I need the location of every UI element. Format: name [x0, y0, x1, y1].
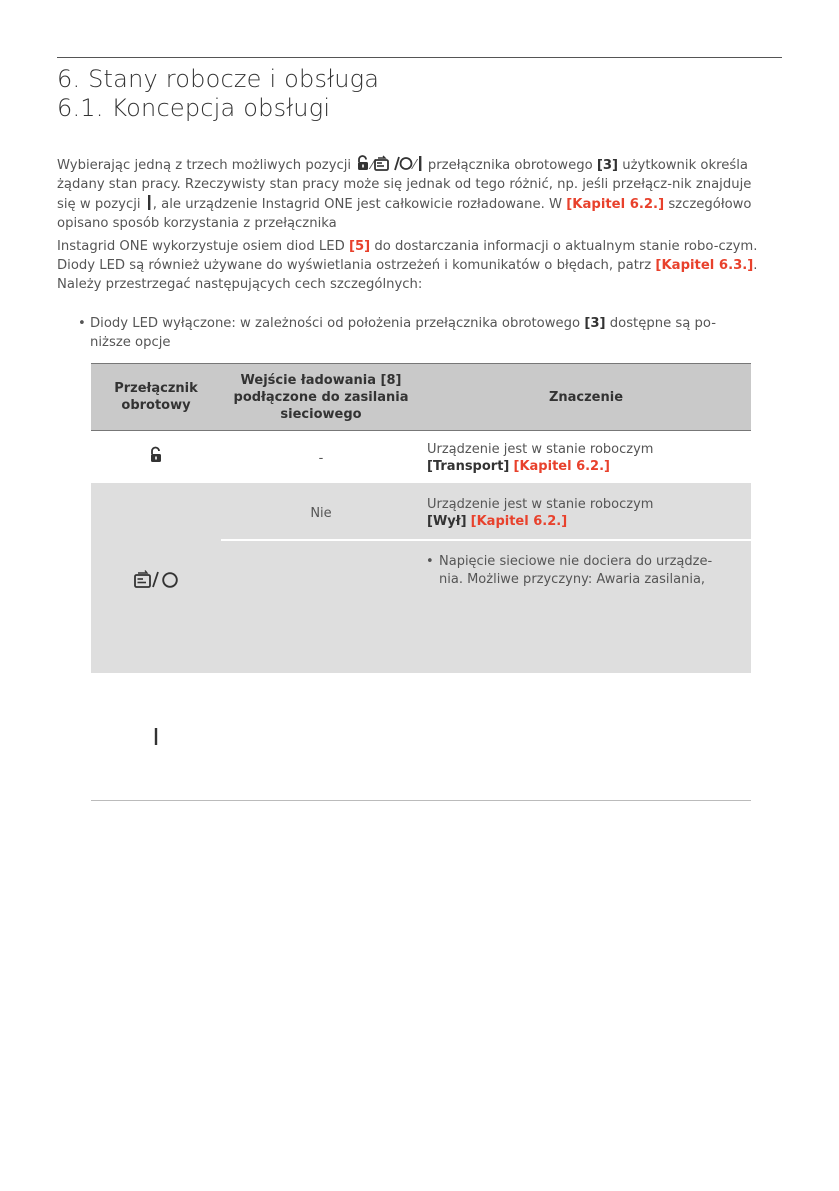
- row1-input: -: [318, 451, 324, 466]
- paragraph-1: [57, 155, 769, 233]
- bullet-text-1: Diody LED wyłączone: w zależności od położenia przełącznika obrotowego: [90, 316, 581, 331]
- bullet-item: [78, 314, 758, 352]
- row-divider: [221, 539, 751, 541]
- bullet-text-2: dostępne są po-: [609, 316, 716, 331]
- row2-bullet-line-2: nia. Możliwe przyczyny: Awaria zasilania,: [439, 572, 706, 587]
- para1-text-3: użytkownik określa żądany stan pracy. Rzeczywisty stan pracy może się jednak od tego różnić, np. jeśli przełącz-nik znajduje się w pozycji: [57, 158, 752, 212]
- row2-state: [Wył]: [427, 514, 467, 529]
- ref-3: [3]: [584, 316, 606, 331]
- battery-off-icon: [133, 569, 181, 589]
- chapter-title: 6. Stany robocze i obsługa: [57, 65, 380, 93]
- link-kapitel-6-2[interactable]: [Kapitel 6.2.]: [470, 514, 568, 529]
- row2-bullet-line-1: Napięcie sieciowe nie dociera do urządze-: [439, 554, 713, 569]
- top-rule: [57, 57, 782, 58]
- para1-text-1: Wybierając jedną z trzech możliwych pozycji: [57, 158, 352, 173]
- row1-meaning: [427, 441, 653, 475]
- link-kapitel-6-2[interactable]: [Kapitel 6.2.]: [566, 197, 665, 212]
- para1-text-4: , ale urządzenie Instagrid ONE jest całkowicie rozładowane. W: [152, 197, 563, 212]
- para1-text-5: szczegółowo opisano sposób korzystania z przełącznika: [57, 197, 752, 231]
- row1-meaning-text: Urządzenie jest w stanie roboczym: [427, 442, 654, 457]
- para2-text-1: Instagrid ONE wykorzystuje osiem diod LED: [57, 239, 345, 254]
- power-on-icon: [416, 155, 424, 172]
- para2-text-2: do dostarczania informacji o aktualnym stanie robo-czym. Diody LED są również używane do wyświetlania ostrzeżeń i komunikatów o błędach, patrz: [57, 239, 758, 273]
- power-on-icon: [145, 194, 153, 211]
- slash-sep: ⁄: [371, 158, 374, 173]
- para2-text-3: . Należy przestrzegać następujących cech szczególnych:: [57, 258, 758, 292]
- bullet-text-3: niższe opcje: [90, 335, 171, 350]
- row2-input: Nie: [310, 506, 332, 521]
- ref-5: [5]: [348, 239, 371, 254]
- ref-3: [3]: [596, 158, 619, 173]
- table-header: [91, 363, 751, 431]
- table-bottom-rule: [91, 800, 751, 801]
- header-input: Wejście ładowania [8] podłączone do zasilania sieciowego: [233, 373, 409, 422]
- bullet-dot: •: [78, 316, 86, 331]
- link-kapitel-6-3[interactable]: [Kapitel 6.3.]: [655, 258, 754, 273]
- slash-sep: ⁄: [413, 158, 416, 173]
- header-meaning: Znaczenie: [548, 390, 624, 405]
- battery-off-icon: [373, 155, 416, 173]
- header-switch: Przełącznik obrotowy: [114, 381, 198, 413]
- row2-meaning: [427, 496, 653, 530]
- paragraph-2: [57, 237, 769, 294]
- bullet-dot: •: [426, 554, 434, 569]
- link-kapitel-6-2[interactable]: [Kapitel 6.2.]: [513, 459, 610, 474]
- lock-open-icon: [148, 446, 164, 464]
- section-title: 6.1. Koncepcja obsługi: [57, 94, 331, 122]
- row2-bullet: [426, 553, 746, 589]
- lock-open-icon: [355, 155, 374, 173]
- row1-state: [Transport]: [427, 459, 510, 474]
- para1-text-2: przełącznika obrotowego: [427, 158, 593, 173]
- row2-meaning-text: Urządzenie jest w stanie roboczym: [427, 497, 654, 512]
- power-on-icon: [152, 727, 160, 746]
- bullet-text: [78, 314, 758, 352]
